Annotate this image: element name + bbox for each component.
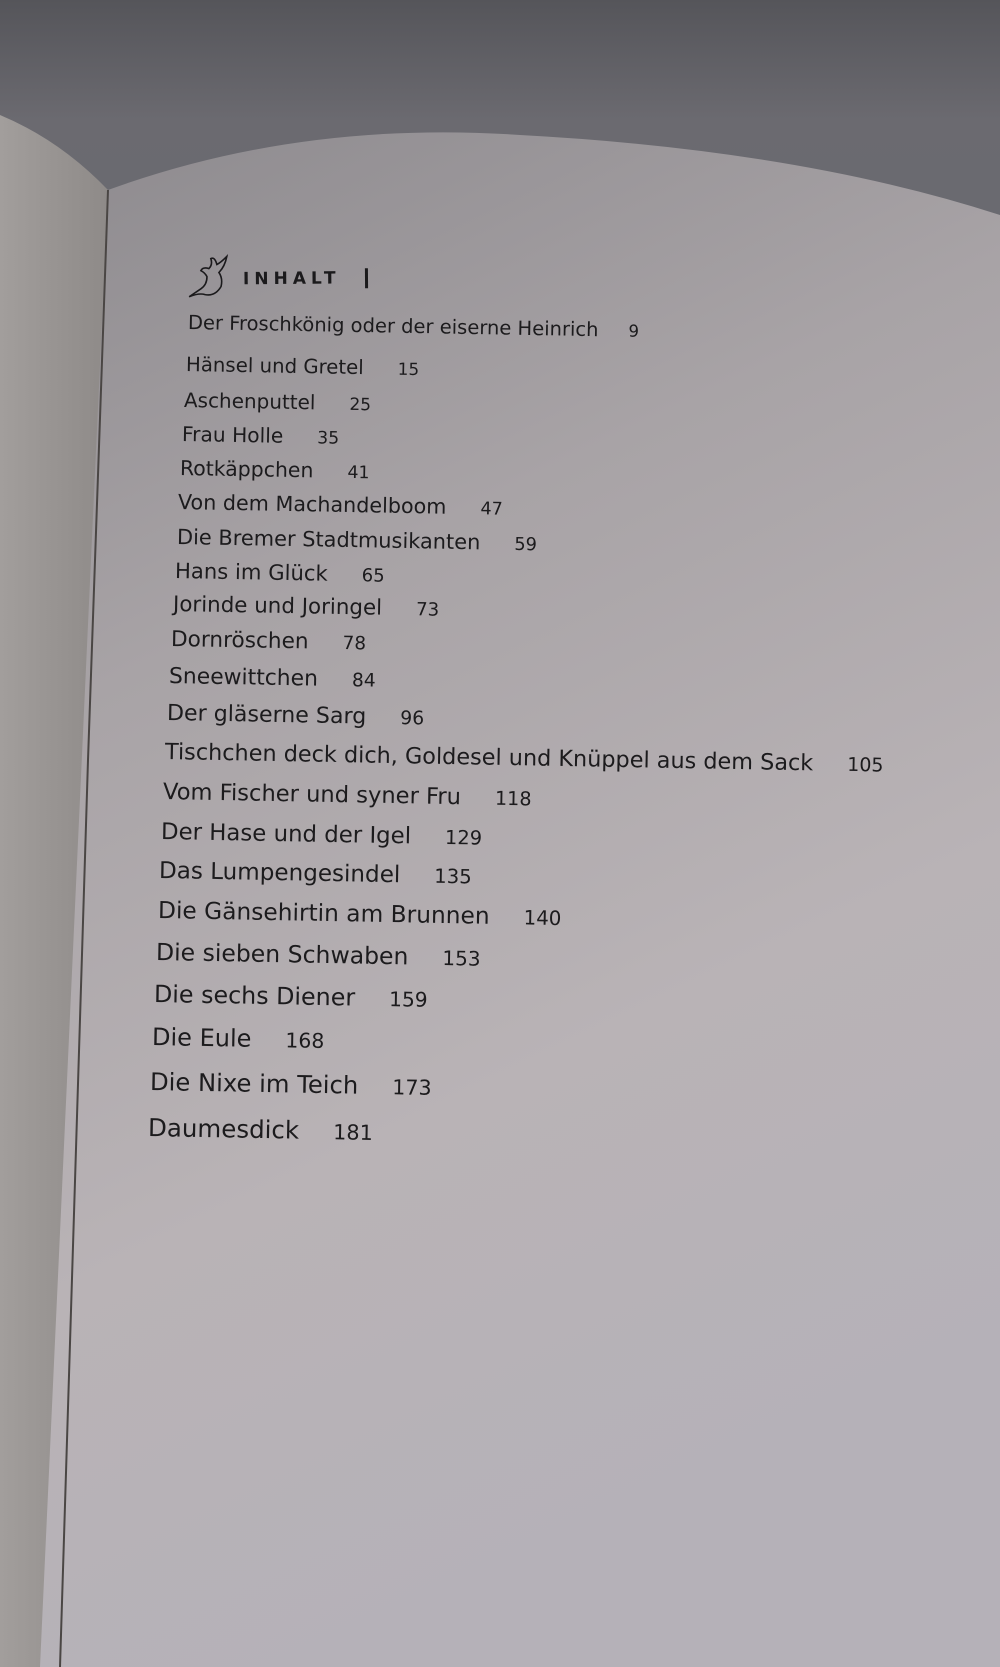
toc-entry: [180, 457, 370, 484]
toc-title: INHALT: [242, 268, 341, 290]
toc-entry: [152, 1024, 325, 1055]
toc-entry: [173, 593, 440, 622]
entry-title: Die Gänsehirtin am Brunnen: [157, 897, 490, 930]
entry-title: Rotkäppchen: [180, 456, 315, 483]
entry-page-number: 41: [347, 462, 371, 484]
entry-page-number: 35: [317, 428, 340, 449]
toc-entry: [167, 701, 425, 731]
toc-entry: [174, 559, 384, 587]
entry-title: Dornröschen: [170, 627, 309, 655]
entry-title: Die sechs Diener: [153, 980, 356, 1012]
entry-title: Frau Holle: [182, 422, 284, 448]
entry-page-number: 65: [361, 565, 385, 587]
toc-entry: [186, 354, 419, 381]
entry-page-number: 73: [415, 599, 440, 621]
toc-entry: [171, 628, 366, 656]
entry-page-number: 9: [628, 321, 640, 341]
toc-entry: [159, 858, 472, 890]
toc-entry: [161, 819, 483, 851]
entry-page-number: 118: [494, 786, 532, 811]
toc-entry: [155, 939, 480, 972]
entry-title: Der gläserne Sarg: [166, 700, 367, 730]
entry-page-number: 129: [445, 825, 483, 850]
entry-title: Der Hase und der Igel: [161, 819, 412, 850]
toc-header: [185, 251, 368, 307]
entry-title: Sneewittchen: [168, 664, 319, 692]
entry-title: Die Eule: [151, 1023, 252, 1053]
entry-title: Die Bremer Stadtmusikanten: [176, 525, 481, 555]
entry-title: Von dem Machandelboom: [178, 490, 448, 519]
entry-page-number: 181: [332, 1120, 374, 1145]
entry-title: Die Nixe im Teich: [149, 1067, 359, 1100]
bird-icon: [185, 252, 237, 306]
entry-page-number: 59: [513, 533, 537, 556]
toc-entry: [150, 1068, 432, 1101]
toc-entry: [182, 423, 340, 450]
entry-title: Der Froschkönig oder der eiserne Heinrich: [187, 311, 599, 342]
entry-page-number: 15: [397, 358, 420, 380]
entry-page-number: 84: [351, 670, 376, 692]
entry-page-number: 135: [434, 864, 473, 889]
toc-entry: [148, 1114, 373, 1146]
entry-page-number: 105: [847, 753, 884, 777]
header-divider: [364, 268, 367, 288]
entry-title: Aschenputtel: [183, 388, 316, 415]
entry-page-number: 140: [522, 906, 562, 931]
entry-page-number: 78: [342, 632, 367, 655]
entry-page-number: 168: [284, 1028, 325, 1054]
toc-entry: [153, 981, 427, 1013]
entry-title: Vom Fischer und syner Fru: [163, 779, 462, 811]
entry-page-number: 25: [349, 394, 372, 416]
entry-page-number: 47: [480, 499, 504, 520]
entry-page-number: 153: [441, 946, 481, 971]
toc-entry: [184, 389, 371, 416]
entry-page-number: 96: [400, 708, 425, 730]
entry-title: Jorinde und Joringel: [172, 592, 383, 621]
entry-title: Daumesdick: [147, 1113, 300, 1145]
toc-entry: [169, 664, 376, 693]
entry-title: Die sieben Schwaben: [155, 938, 409, 971]
entry-title: Hans im Glück: [174, 558, 328, 586]
entry-title: Hänsel und Gretel: [185, 353, 365, 380]
entry-title: Tischchen deck dich, Goldesel und Knüppel aus dem Sack: [164, 739, 814, 777]
entry-title: Das Lumpengesindel: [159, 858, 401, 889]
entry-page-number: 173: [391, 1075, 432, 1100]
entry-page-number: 159: [388, 987, 428, 1012]
